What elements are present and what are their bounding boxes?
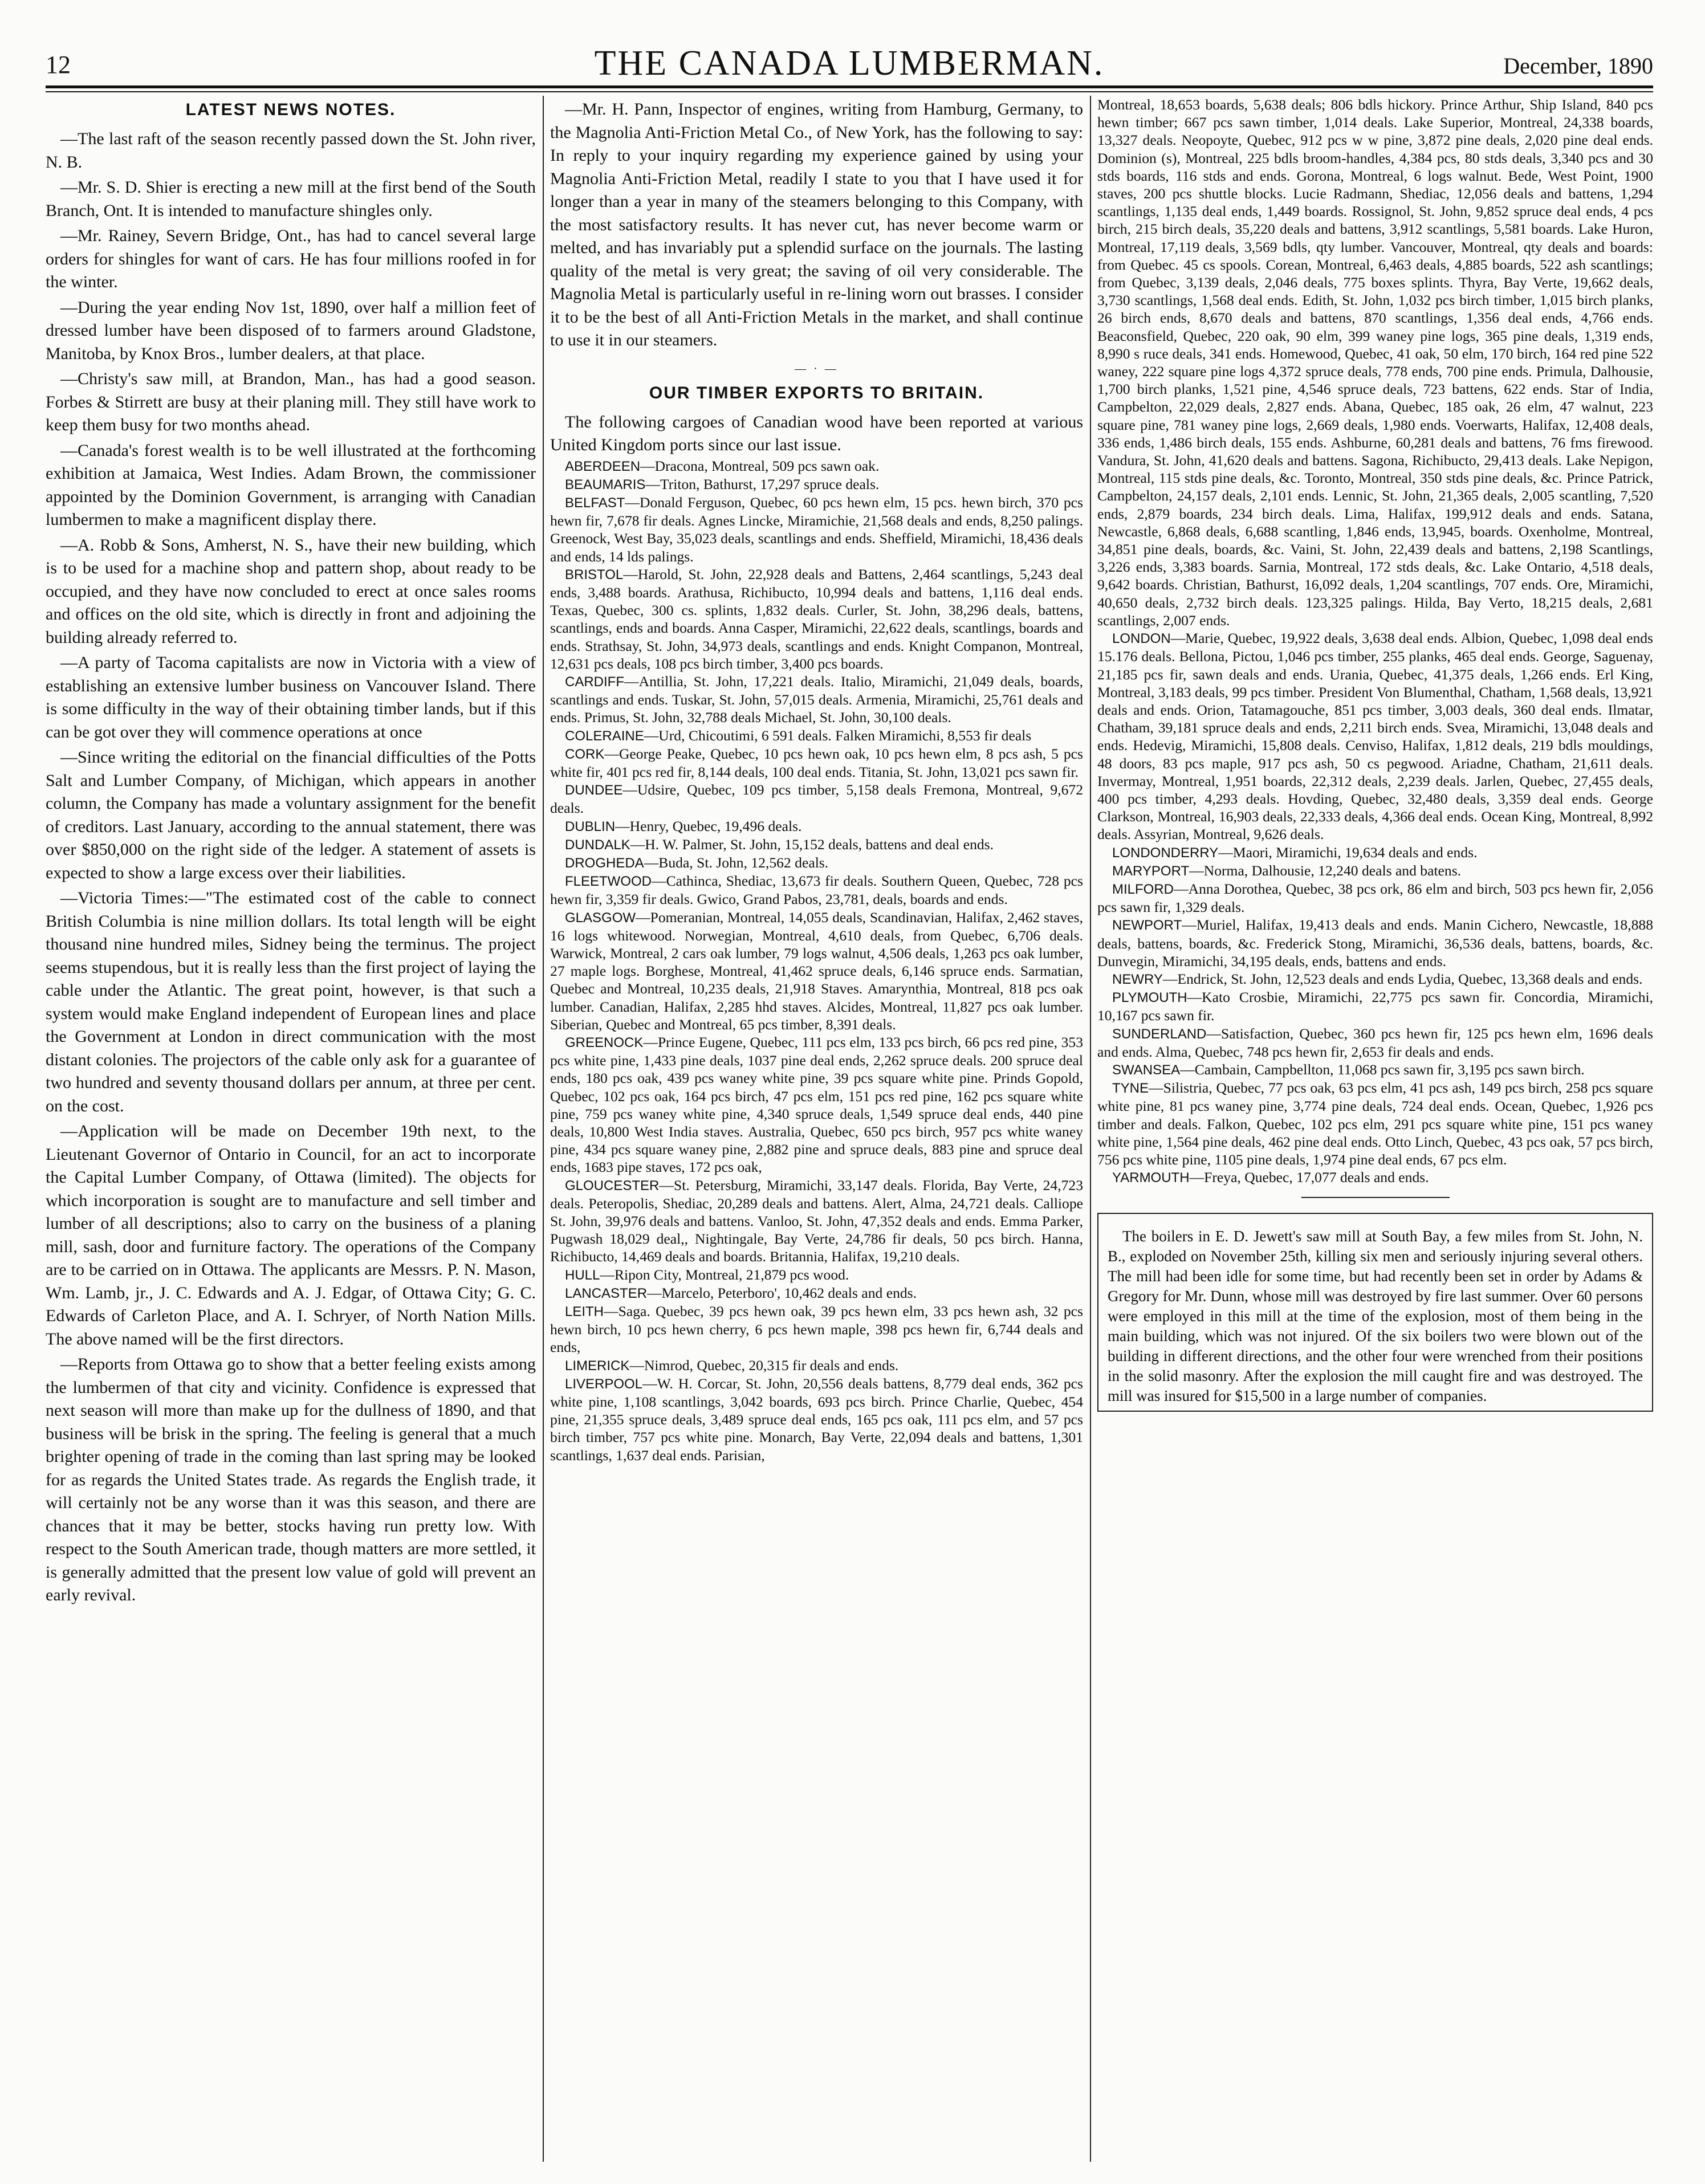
cargo-entry [1097,916,1653,970]
news-item: —A party of Tacoma capitalists are now in Victoria with a view of establishing an extensive lumber business on Vancouver Island. There is some difficulty in the way of their obtaining timber lands, but if this can be got over they will commence operations at once [46,653,536,741]
cargo-entry [550,817,1083,836]
port-name: FLEETWOOD [565,874,652,890]
cargo-details: —Ripon City, Montreal, 21,879 pcs wood. [600,1266,849,1283]
cargo-details: —Nimrod, Quebec, 20,315 fir deals and ends. [629,1356,899,1374]
port-name: BELFAST [565,495,625,511]
cargo-details: —Pomeranian, Montreal, 14,055 deals, Scandinavian, Halifax, 2,462 staves, 16 logs whitewood. Norwegian, Montreal, 4,610 deals, from Quebec, 6,706 deals. Warwick, Montreal, 2 cars oak lumber, 79 logs walnut, 4,506 deals, 1,263 pcs oak lumber, 27 maple logs. Borghese, Montreal, 41,462 spruce deals, 6,146 spruce ends. Sarmatian, Quebec and Montreal, 10,235 deals, 21,918 Staves. Amarynthia, Montreal, 818 pcs oak lumber. Canadian, Halifax, 2,285 hhd staves. Alcides, Montreal, 11,827 pcs oak lumber. Siberian, Quebec and Montreal, 65 pcs timber, 8,391 deals. [550,908,1083,1033]
cargo-details: —Cambain, Campbellton, 11,068 pcs sawn fir, 3,195 pcs sawn birch. [1180,1061,1585,1078]
header-rule-thin [46,91,1653,92]
masthead: THE CANADA LUMBERMAN. [594,44,1105,83]
cargo-entry [550,745,1083,781]
column-news-notes [46,96,536,1610]
cargo-details: —Kato Crosbie, Miramichi, 22,775 pcs sawn fir. Concordia, Miramichi, 10,167 pcs sawn fir. [1097,989,1653,1024]
port-name: COLERAINE [565,728,644,744]
port-name: DUNDALK [565,837,630,853]
cargo-entry [1097,862,1653,880]
cargo-details: —Silistria, Quebec, 77 pcs oak, 63 pcs elm, 41 pcs ash, 149 pcs birch, 258 pcs square white pine, 81 pcs waney pine, 3,774 pine deals, 724 deal ends. Ocean, Quebec, 1,926 pcs timber and deals. Falkon, Quebec, 102 pcs elm, 291 pcs square white pine, 151 pcs waney white pine, 1,564 pine deals, 462 pine deal ends. Otto Linch, Quebec, 43 pcs oak, 57 pcs birch, 756 pcs white pine, 1105 pine deals, 1,974 pine deal ends, 67 pcs elm. [1097,1079,1653,1168]
port-name: MARYPORT [1112,863,1190,879]
cargo-entry [550,1375,1083,1464]
cargo-entry [550,908,1083,1033]
port-name: PLYMOUTH [1112,990,1187,1006]
cargo-entry [550,565,1083,673]
cargo-entry [550,1176,1083,1266]
cargo-entry [550,1266,1083,1284]
cargo-details: —Maori, Miramichi, 19,634 deals and ends. [1218,844,1478,861]
port-name: HULL [565,1267,600,1283]
port-name: TYNE [1112,1081,1149,1097]
cargo-details: —Harold, St. John, 22,928 deals and Battens, 2,464 scantlings, 5,243 deal ends, 3,488 boards. Arathusa, Richibucto, 10,994 deals and battens, 1,116 deal ends. Texas, Quebec, 300 cs. splints, 1,832 deals. Curler, St. John, 38,296 deals, battens, scantlings, ends and boards. Anna Casper, Miramichi, 22,622 deals, scantlings, boards and ends. Strathsay, St. John, 34,973 deals, scantlings and ends. Knight Companon, Montreal, 12,631 pcs deals, 108 pcs birch timber, 3,400 pcs boards. [550,565,1083,672]
port-name: NEWRY [1112,971,1163,987]
port-name: BRISTOL [565,567,624,582]
column-exports-continued [1097,96,1653,1412]
notice-text: The boilers in E. D. Jewett's saw mill at South Bay, a few miles from St. John, N. B., exploded on November 25th, killing six men and seriously injuring several others. The mill had been idle for some time, but had recently been set in order by Adams & Gregory for Mr. Dunn, whose mill was destroyed by fire last summer. Over 60 persons were employed in this mill at the time of the explosion, most of them being in the main building, which was not injured. Of the six boilers two were blown out of the building in different directions, and the other four were wrenched from their positions in the solid masonry. After the explosion the mill caught fire and was destroyed. The mill was insured for $15,500 in a large number of companies. [1108,1228,1643,1405]
port-name: LIVERPOOL [565,1376,643,1392]
port-name: MILFORD [1112,881,1174,897]
cargo-continued: Montreal, 18,653 boards, 5,638 deals; 806 bdls hickory. Prince Arthur, Ship Island, 840 pcs hewn timber; 667 pcs sawn timber, 1,014 deals. Lake Superior, Montreal, 24,338 boards, 13,327 deals. Neopoyte, Quebec, 912 pcs w w pine, 3,872 pine deals, 2,020 pine deal ends. Dominion (s), Montreal, 225 bdls broom-handles, 4,384 pcs, 80 stds deals, 3,340 pcs and 30 stds boards, 116 stds and ends. Gorona, Montreal, 6 logs walnut. Bede, West Point, 1900 staves, 200 pcs shuttle blocks. Lucie Radmann, Shediac, 12,056 deals and battens, 1,294 scantlings, 1,135 deal ends, 1,449 boards. Rossignol, St. John, 9,852 spruce deal ends, 4 pcs birch, 215 birch deals, 35,220 deals and battens, 3,912 scantlings, 5,581 boards. Lake Huron, Montreal, 17,119 deals, 3,569 bdls, qty lumber. Vancouver, Montreal, qty deals and boards: from Quebec. 45 cs spools. Corean, Montreal, 6,463 deals, 4,885 boards, 522 ash scantlings; from Quebec, 3,139 deals, 2,046 deals, 775 boxes splints. Thyra, Bay Verte, 19,662 deals, 3,730 scantlings, 1,568 deal ends. Edith, St. John, 1,032 pcs birch timber, 1,015 birch planks, 26 birch ends, 8,670 deals and battens, 870 scantlings, 1,356 deal ends, 4,766 ends. Beaconsfield, Quebec, 220 oak, 90 elm, 399 waney pine logs, 365 pine deals, 1,319 ends, 8,990 s ruce deals, 341 ends. Homewood, Quebec, 41 oak, 50 elm, 170 birch, 164 red pine 522 waney, 222 square pine logs 4,372 spruce deals, 778 ends, 700 pine ends. Primula, Dalhousie, 1,700 birch planks, 1,521 pine, 4,546 spruce deals, 723 battens, 622 ends. Star of India, Campbelton, 22,029 deals, 2,827 ends. Abana, Quebec, 185 oak, 26 elm, 47 walnut, 223 square pine, 781 waney pine logs, 2,669 deals, 1,980 ends. Voerwarts, Halifax, 12,408 deals, 336 ends, 1,486 birch deals, 155 ends. Ashburne, 60,281 deals and battens, 76 fms firewood. Vandura, St. John, 41,620 deals and battens. Sagona, Richibucto, 29,413 deals. Lake Nepigon, Montreal, 115 stds pine deals, &c. Toronto, Montreal, 350 stds pine deals, &c. Prince Patrick, Campbelton, 24,157 deals, 2,101 ends. Lennic, St. John, 21,365 deals, 2,005 scantling, 7,520 ends, 2,879 boards, 234 birch deals. Lima, Halifax, 199,912 deals and ends. Satana, Newcastle, 6,868 deals, 6,688 scantling, 1,846 ends, 13,945, boards. Oxenholme, Montreal, 34,851 pine deals, boards, &c. Vaini, St. John, 22,439 deals and battens, 2,198 Scantlings, 3,226 ends, 3,383 boards. Sarnia, Montreal, 172 stds deals, &c. Lake Ontario, 4,518 deals, 9,642 boards. Christian, Bathurst, 16,092 deals, 1,204 scantlings, 707 ends. Ore, Miramichi, 40,650 deals, 2,732 birch deals. 123,325 palings. Hilda, Bay Verto, 18,215 deals, 2,681 scantlings, 2,007 ends. [1097,96,1653,629]
cargo-entry [550,727,1083,745]
port-name: LIMERICK [565,1358,630,1374]
port-name: GREENOCK [565,1035,644,1050]
cargo-details: —Udsire, Quebec, 109 pcs timber, 5,158 deals Fremona, Montreal, 9,672 deals. [550,781,1083,817]
boiler-explosion-notice [1097,1213,1653,1412]
port-name: LONDONDERRY [1112,845,1219,861]
cargo-details: —Freya, Quebec, 17,077 deals and ends. [1189,1169,1429,1186]
cargo-entry [1097,629,1653,843]
cargo-details: —Prince Eugene, Quebec, 111 pcs elm, 133 pcs birch, 66 pcs red pine, 353 pcs white pine, 1,433 pine deals, 1037 pine deal ends, 2,262 spruce deals. 200 spruce deal ends, 180 pcs oak, 439 pcs waney white pine, 39 pcs square white pine. Prinds Gopold, Quebec, 102 pcs oak, 164 pcs birch, 47 pcs elm, 151 pcs red pine, 162 pcs square white pine, 759 pcs waney white pine, 4,340 spruce deals, 1,549 spruce deal ends, 440 pine deals, 10,800 West India staves. Australia, Quebec, 650 pcs birch, 957 pcs white waney pine, 434 pcs square waney pine, 2,882 pine and spruce deals, 883 pine and spruce deal ends, 1683 pipe staves, 172 pcs oak, [550,1034,1083,1176]
port-name: LEITH [565,1304,604,1320]
news-item: —Mr. Rainey, Severn Bridge, Ont., has had to cancel several large orders for shingles for want of cars. He has four millions roofed in for the winter. [46,226,536,291]
port-name: LONDON [1112,631,1171,647]
cargo-details: —Endrick, St. John, 12,523 deals and ends Lydia, Quebec, 13,368 deals and ends. [1162,970,1643,987]
page-number: 12 [46,51,71,79]
port-name: DUBLIN [565,818,616,834]
cargo-entry [1097,1061,1653,1079]
news-item: —Mr. S. D. Shier is erecting a new mill at the first bend of the South Branch, Ont. It is intended to manufacture shingles only. [46,178,536,220]
cargo-details: —George Peake, Quebec, 10 pcs hewn oak, 10 pcs hewn elm, 8 pcs ash, 5 pcs white fir, 401 pcs red fir, 8,144 deals, 100 deal ends. Titania, St. John, 13,021 pcs sawn fir. [550,745,1083,780]
cargo-entry [550,781,1083,817]
cargo-entry [550,854,1083,872]
port-name: CORK [565,746,605,762]
news-item: —A. Robb & Sons, Amherst, N. S., have their new building, which is to be used for a machine shop and pattern shop, about ready to be occupied, and they have now concluded to erect at once sales rooms and offices on the old site, which is directly in front and adjoining the building already referred to. [46,535,536,647]
cargo-details: —Saga. Quebec, 39 pcs hewn oak, 39 pcs hewn elm, 33 pcs hewn ash, 32 pcs hewn birch, 10 pcs hewn cherry, 6 pcs hewn maple, 398 pcs hewn fir, 6,744 deals and ends, [550,1303,1083,1356]
port-name: DUNDEE [565,783,623,798]
cargo-entry [1097,988,1653,1024]
news-item: —Since writing the editorial on the financial difficulties of the Potts Salt and Lumber Company, of Michigan, which appears in another column, the Company has made a voluntary assignment for the benefit of creditors. Last January, according to the annual statement, there was over $850,000 on the right side of the ledger. A statement of assets is expected to show a large excess over their liabilities. [46,748,536,882]
port-name: YARMOUTH [1112,1170,1190,1186]
news-item: —The last raft of the season recently passed down the St. John river, N. B. [46,129,536,172]
section-heading-news: LATEST NEWS NOTES. [185,100,396,119]
news-item: —Christy's saw mill, at Brandon, Man., has had a good season. Forbes & Stirrett are busy at their planing mill. They still have work to keep them busy for two months ahead. [46,369,536,434]
cargo-entry [550,872,1083,908]
news-item: —Reports from Ottawa go to show that a better feeling exists among the lumbermen of that city and vicinity. Confidence is expressed that next season will more than make up for the dullness of 1890, and that business will be brisk in the spring. The feeling is general that a much brighter opening of trade in the coming than last spring may be looked for as regards the United States trade. As regards the English trade, it will certainly not be any worse than it was this season, and there are chances that it may be better, stocks having run pretty low. With respect to the South American trade, though matters are more settled, it is generally admitted that the present low value of gold will prevent an early revival. [46,1355,536,1604]
cargo-details: —Antillia, St. John, 17,221 deals. Italio, Miramichi, 21,049 deals, boards, scantlings and ends. Tuskar, St. John, 57,015 deals. Armenia, Miramichi, 25,761 deals and ends. Primus, St. John, 32,788 deals Michael, St. John, 30,100 deals. [550,673,1083,726]
cargo-details: —Satisfaction, Quebec, 360 pcs hewn fir, 125 pcs hewn elm, 1696 deals and ends. Alma, Quebec, 748 pcs hewn fir, 2,653 fir deals and ends. [1097,1025,1653,1060]
port-name: NEWPORT [1112,918,1182,934]
cargo-details: —Buda, St. John, 12,562 deals. [644,854,829,871]
cargo-entry [1097,880,1653,916]
cargo-details: —Urd, Chicoutimi, 6 591 deals. Falken Miramichi, 8,553 fir deals [644,727,1032,744]
exports-intro: The following cargoes of Canadian wood have been reported at various United Kingdom ports since our last issue. [550,412,1083,454]
cargo-details: —Henry, Quebec, 19,496 deals. [615,817,802,834]
cargo-entry [550,1302,1083,1356]
cargo-details: —Triton, Bathurst, 17,297 spruce deals. [645,475,880,492]
cargo-entry [1097,844,1653,862]
cargo-entry [550,494,1083,565]
cargo-entry [550,1033,1083,1176]
news-item: —Canada's forest wealth is to be well illustrated at the forthcoming exhibition at Jamaica, West Indies. Adam Brown, the commissioner appointed by the Dominion Government, is arranging with Canadian lumbermen to make a magnificent display there. [46,441,536,529]
cargo-entry [550,673,1083,727]
cargo-entry [1097,1079,1653,1168]
separator: — · — [795,362,839,375]
cargo-details: —Marie, Quebec, 19,922 deals, 3,638 deal ends. Albion, Quebec, 1,098 deal ends 15.176 deals. Bellona, Pictou, 1,046 pcs timber, 255 planks, 465 deal ends. George, Saguenay, 21,185 pcs fir, sawn deals and ends. Urania, Quebec, 41,375 deals, 1,266 ends. Erl King, Montreal, 3,183 deals, 99 pcs timber. President Von Blumenthal, Chatham, 1,568 deals, 13,921 deals and ends. Orion, Tatamagouche, 851 pcs timber, 3,003 deals, 360 deal ends. Ilmatar, Chatham, 39,181 spruce deals and ends, 2,211 birch ends. Svea, Miramichi, 13,048 deals and ends. Hedevig, Miramichi, 15,808 deals. Cenviso, Halifax, 1,812 deals, 219 bdls mouldings, 48 doors, 83 pcs maple, 917 pcs ash, 50 cs pegwood. Ariadne, Chatham, 21,611 deals. Invermay, Montreal, 1,951 boards, 22,312 deals, 2,239 deals. Jarlen, Quebec, 27,455 deals, 400 pcs timber, 4,293 deals. Hovding, Quebec, 32,480 deals, 3,359 deal ends. George Clarkson, Montreal, 16,903 deals, 22,333 deals, 4,366 deal ends. Ocean King, Montreal, 8,992 deals. Assyrian, Montreal, 9,626 deals. [1097,630,1653,843]
cargo-details: —Cathinca, Shediac, 13,673 fir deals. Southern Queen, Quebec, 728 pcs hewn fir, 3,359 fir deals. Gwico, Grand Pabos, 23,781, deals, boards and ends. [550,873,1083,908]
cargo-details: —H. W. Palmer, St. John, 15,152 deals, battens and deal ends. [630,836,994,853]
cargo-details: —St. Petersburg, Miramichi, 33,147 deals. Florida, Bay Verte, 24,723 deals. Peteropolis, Shediac, 20,289 deals and battens. Alert, Alma, 24,721 deals. Calliope St. John, 39,976 deals and battens. Vanloo, St. John, 47,352 deals and ends. Emma Parker, Pugwash 18,029 deal,, Nightingale, Bay Verte, 24,786 fir deals, 50 pcs birch. Hanna, Richibucto, 14,469 deals and boards. Britannia, Halifax, 19,210 deals. [550,1176,1083,1265]
magnolia-letter: —Mr. H. Pann, Inspector of engines, writing from Hamburg, Germany, to the Magnolia Anti-Friction Metal Co., of New York, has the following to say: In reply to your inquiry regarding my experience gained by using your Magnolia Anti-Friction Metal, readily I state to you that I have used it for longer than a year in many of the steamers belonging to this Company, with the most satisfactory results. It has never cut, has never become warm or melted, and has invariably put a splendid surface on the journals. The lasting quality of the metal is very great; the saving of oil very considerable. The Magnolia Metal is particularly useful in re-lining worn out brasses. I consider it to be the best of all Anti-Friction Metals in the market, and shall continue to use it in our steamers. [550,100,1083,349]
news-item: —Application will be made on December 19th next, to the Lieutenant Governor of Ontario in Council, for an act to incorporate the Capital Lumber Company, of Ottawa (limited). The objects for which incorporation is sought are to manufacture and sell timber and lumber of all descriptions; also to carry on the business of a planing mill, sash, door and furniture factory. The operations of the Company are to be carried on in Ottawa. The applicants are Messrs. P. N. Mason, Wm. Lamb, jr., J. C. Edwards and A. J. Edgar, of Ottawa City; G. C. Edwards of Carleton Place, and A. I. Schryer, of North Nation Mills. The above named will be the first directors. [46,1122,536,1348]
cargo-details: —Dracona, Montreal, 509 pcs sawn oak. [640,457,880,474]
page-header [46,40,1653,85]
header-rule [46,85,1653,88]
cargo-entry [550,1356,1083,1375]
cargo-entry [550,1284,1083,1302]
cargo-list [1097,629,1653,1187]
cargo-details: —Marcelo, Peterboro', 10,462 deals and ends. [647,1284,917,1301]
column-rule [543,96,544,2162]
cargo-entry [550,836,1083,854]
cargo-details: —Muriel, Halifax, 19,413 deals and ends. Manin Cichero, Newcastle, 18,888 deals, battens, boards, &c. Frederick Stong, Miramichi, 36,536 deals, battens, boards, &c. Dunvegin, Miramichi, 34,195 deals, ends, battens and ends. [1097,916,1653,969]
port-name: SWANSEA [1112,1062,1181,1078]
section-heading-exports: OUR TIMBER EXPORTS TO BRITAIN. [649,383,984,402]
port-name: LANCASTER [565,1285,648,1301]
separator [1301,1197,1450,1198]
port-name: BEAUMARIS [565,476,646,492]
cargo-details: —Anna Dorothea, Quebec, 38 pcs ork, 86 elm and birch, 503 pcs hewn fir, 2,056 pcs sawn fir, 1,329 deals. [1097,880,1653,916]
cargo-entry [1097,970,1653,988]
port-name: GLOUCESTER [565,1177,660,1193]
cargo-entry [1097,1168,1653,1187]
cargo-list [550,457,1083,1464]
cargo-details: —Donald Ferguson, Quebec, 60 pcs hewn elm, 15 pcs. hewn birch, 370 pcs hewn fir, 7,678 fir deals. Agnes Lincke, Miramichie, 21,568 deals and ends, 8,250 palings. Greenock, West Bay, 35,023 deals, scantlings and ends. Sheffield, Miramichi, 18,436 deals and ends, 14 lds palings. [550,494,1083,565]
column-rule [1090,96,1091,2162]
port-name: DROGHEDA [565,855,644,871]
port-name: GLASGOW [565,910,636,926]
port-name: ABERDEEN [565,458,641,474]
cargo-entry [550,457,1083,475]
cargo-details: —Norma, Dalhousie, 12,240 deals and batens. [1189,862,1462,879]
column-timber-exports [550,96,1083,1464]
port-name: CARDIFF [565,674,624,690]
cargo-entry [1097,1025,1653,1061]
port-name: SUNDERLAND [1112,1026,1207,1042]
news-item: —Victoria Times:—"The estimated cost of the cable to connect British Columbia is nine million dollars. Its total length will be eight thousand nine hundred miles, Sidney being the terminus. The project seems stupendous, but it is really less than the first project of laying the cable under the Atlantic. The great point, however, is that such a system would make England independent of European lines and place the Government at London in direct communication with the most distant colonies. The projectors of the cable only ask for a guarantee of two hundred and seventy thousand dollars per annum, at three per cent. on the cost. [46,889,536,1115]
news-item: —During the year ending Nov 1st, 1890, over half a million feet of dressed lumber have been disposed of to farmers around Gladstone, Manitoba, by Knox Bros., lumber dealers, at that place. [46,298,536,363]
issue-date: December, 1890 [1503,53,1653,79]
cargo-details: —W. H. Corcar, St. John, 20,556 deals battens, 8,779 deal ends, 362 pcs white pine, 1,108 scantlings, 3,042 boards, 693 pcs birch. Prince Charlie, Quebec, 454 pine, 21,355 spruce deals, 3,489 spruce deal ends, 165 pcs oak, 111 pcs elm, and 57 pcs birch timber, 757 pcs white pine. Monarch, Bay Verte, 22,094 deals and battens, 1,301 scantlings, 1,637 deal ends. Parisian, [550,1375,1083,1464]
cargo-entry [550,475,1083,494]
